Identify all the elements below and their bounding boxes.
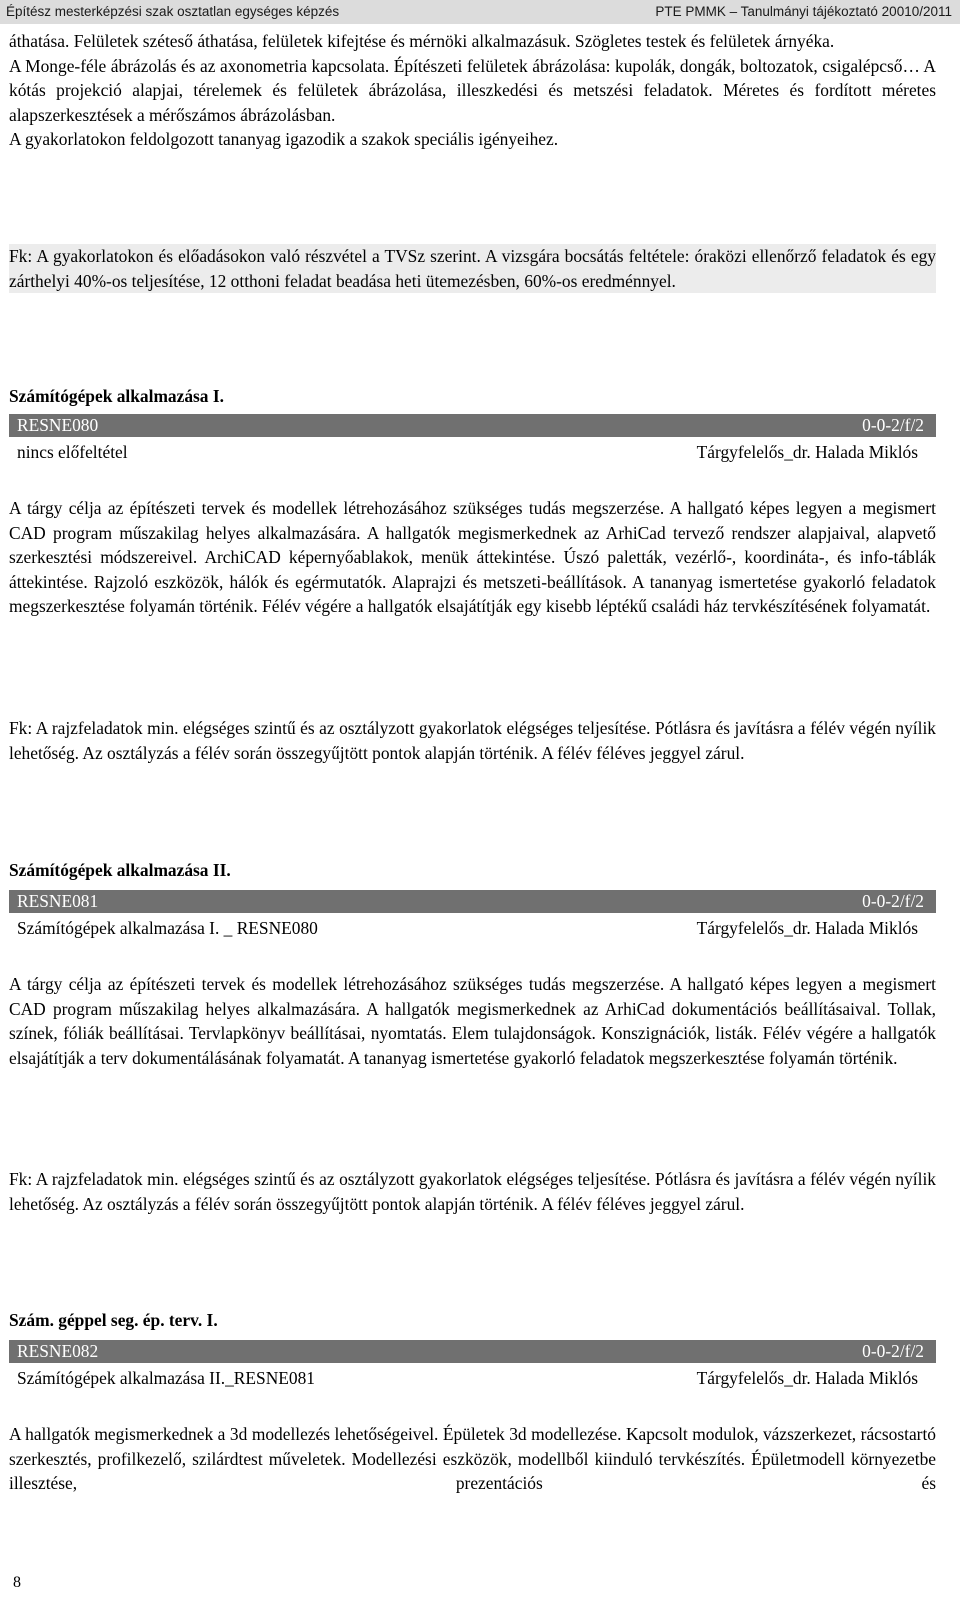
section-3-title: Szám. géppel seg. ép. terv. I. bbox=[9, 1310, 218, 1330]
section-1-title: Számítógépek alkalmazása I. bbox=[9, 386, 224, 406]
prerequisite: nincs előfeltétel bbox=[17, 442, 128, 462]
intro-fk: Fk: A gyakorlatokon és előadásokon való részvétel a TVSz szerint. A vizsgára bocsátás feltétele: óraközi ellenőrző feladatok és egy zárthelyi 40%-os teljesítése, 12 otthoni feladat beadása heti ütemezésben, 60%-os eredménnyel. bbox=[9, 244, 936, 293]
section-2-info-row bbox=[9, 916, 936, 940]
prerequisite: Számítógépek alkalmazása I. _ RESNE080 bbox=[17, 918, 318, 938]
section-1-description: A tárgy célja az építészeti tervek és modellek létrehozásához szükséges tudás megszerzése. A hallgató képes legyen a megismert CAD program műszakilag helyes alkalmazására. A hallgatók megismerkednek az ArhiCad tervező rendszer alapjaival, alapvető szerkesztési módszereivel. ArchiCAD képernyőablakok, menük áttekintése. Úszó paletták, vezérlő-, koordináta-, és info-táblák áttekintése. Rajzoló eszközök, hálók és egérmutatók. Alaprajzi és metszeti-beállítások. A tananyag ismertetése gyakorló feladatok megszerkesztése folyamán történik. Félév végére a hallgatók elsajátítják egy kisebb léptékű családi ház tervkészítésének folyamatát. bbox=[9, 498, 936, 616]
prerequisite: Számítógépek alkalmazása II._RESNE081 bbox=[17, 1368, 315, 1388]
section-1-code-bar bbox=[9, 414, 936, 437]
header-right-text: PTE PMMK – Tanulmányi tájékoztató 20010/2011 bbox=[655, 4, 952, 19]
section-2-title: Számítógépek alkalmazása II. bbox=[9, 860, 231, 880]
section-2-code-bar bbox=[9, 890, 936, 913]
course-credits: 0-0-2/f/2 bbox=[862, 1341, 924, 1361]
section-2-description: A tárgy célja az építészeti tervek és modellek létrehozásához szükséges tudás megszerzése. A hallgató képes legyen a megismert CAD program műszakilag helyes alkalmazására. A hallgatók megismerkednek az ArhiCad dokumentációs beállításaival. Tollak, színek, fóliák beállításai. Tervlapkönyv beállításai, nyomtatás. Elem tulajdonságok. Konszignációk, listák. Félév végére a hallgatók elsajátítják a terv dokumentálásának folyamatát. A tananyag ismertetése gyakorló feladatok megszerkesztése folyamán történik. bbox=[9, 974, 936, 1068]
page-header bbox=[0, 0, 960, 24]
page-number: 8 bbox=[13, 1574, 21, 1591]
course-responsible: Tárgyfelelős_dr. Halada Miklós bbox=[696, 1368, 918, 1388]
section-1-info-row bbox=[9, 440, 936, 464]
intro-block bbox=[9, 29, 936, 152]
course-code: RESNE082 bbox=[17, 1341, 99, 1361]
course-credits: 0-0-2/f/2 bbox=[862, 891, 924, 911]
course-responsible: Tárgyfelelős_dr. Halada Miklós bbox=[696, 918, 918, 938]
intro-paragraph-2: A Monge-féle ábrázolás és az axonometria kapcsolata. Építészeti felületek ábrázolása: kupolák, dongák, boltozatok, csigalépcső… A kótás projekció alapjai, térelemek és felületek ábrázolása, illeszkedési és metszési feladatok. Méretes és fordított méretes alapszerkesztések a mérőszámos ábrázolásban. bbox=[9, 55, 936, 125]
header-left-text: Építész mesterképzési szak osztatlan egységes képzés bbox=[6, 4, 340, 19]
course-responsible: Tárgyfelelős_dr. Halada Miklós bbox=[696, 442, 918, 462]
section-3-code-bar bbox=[9, 1340, 936, 1363]
section-3-description: A hallgatók megismerkednek a 3d modellezés lehetőségeivel. Épületek 3d modellezése. Kapcsolt modulok, vázszerkezet, rácsostartó szerkesztés, profilkezelő, szilárdtest műveletek. Modellezési eszközök, modellből kiinduló tervkészítés. Épületmodell környezetbe illesztése, prezentációs és bbox=[9, 1424, 936, 1493]
course-code: RESNE081 bbox=[17, 891, 99, 911]
course-code: RESNE080 bbox=[17, 415, 99, 435]
section-2-fk: Fk: A rajzfeladatok min. elégséges szintű és az osztályzott gyakorlatok elégséges teljesítése. Pótlásra és javításra a félév végén nyílik lehetőség. Az osztályzás a félév során összegyűjtött pontok alapján történik. A félév féléves jeggyel zárul. bbox=[9, 1169, 936, 1214]
section-1-fk: Fk: A rajzfeladatok min. elégséges szintű és az osztályzott gyakorlatok elégséges teljesítése. Pótlásra és javításra a félév végén nyílik lehetőség. Az osztályzás a félév során összegyűjtött pontok alapján történik. A félév féléves jeggyel zárul. bbox=[9, 718, 936, 763]
intro-paragraph-3: A gyakorlatokon feldolgozott tananyag igazodik a szakok speciális igényeihez. bbox=[9, 129, 559, 149]
course-credits: 0-0-2/f/2 bbox=[862, 415, 924, 435]
intro-continuation: áthatása. Felületek széteső áthatása, felületek kifejtése és mérnöki alkalmazásuk. Szögletes testek és felületek árnyéka. bbox=[9, 31, 835, 51]
section-3-info-row bbox=[9, 1366, 936, 1390]
